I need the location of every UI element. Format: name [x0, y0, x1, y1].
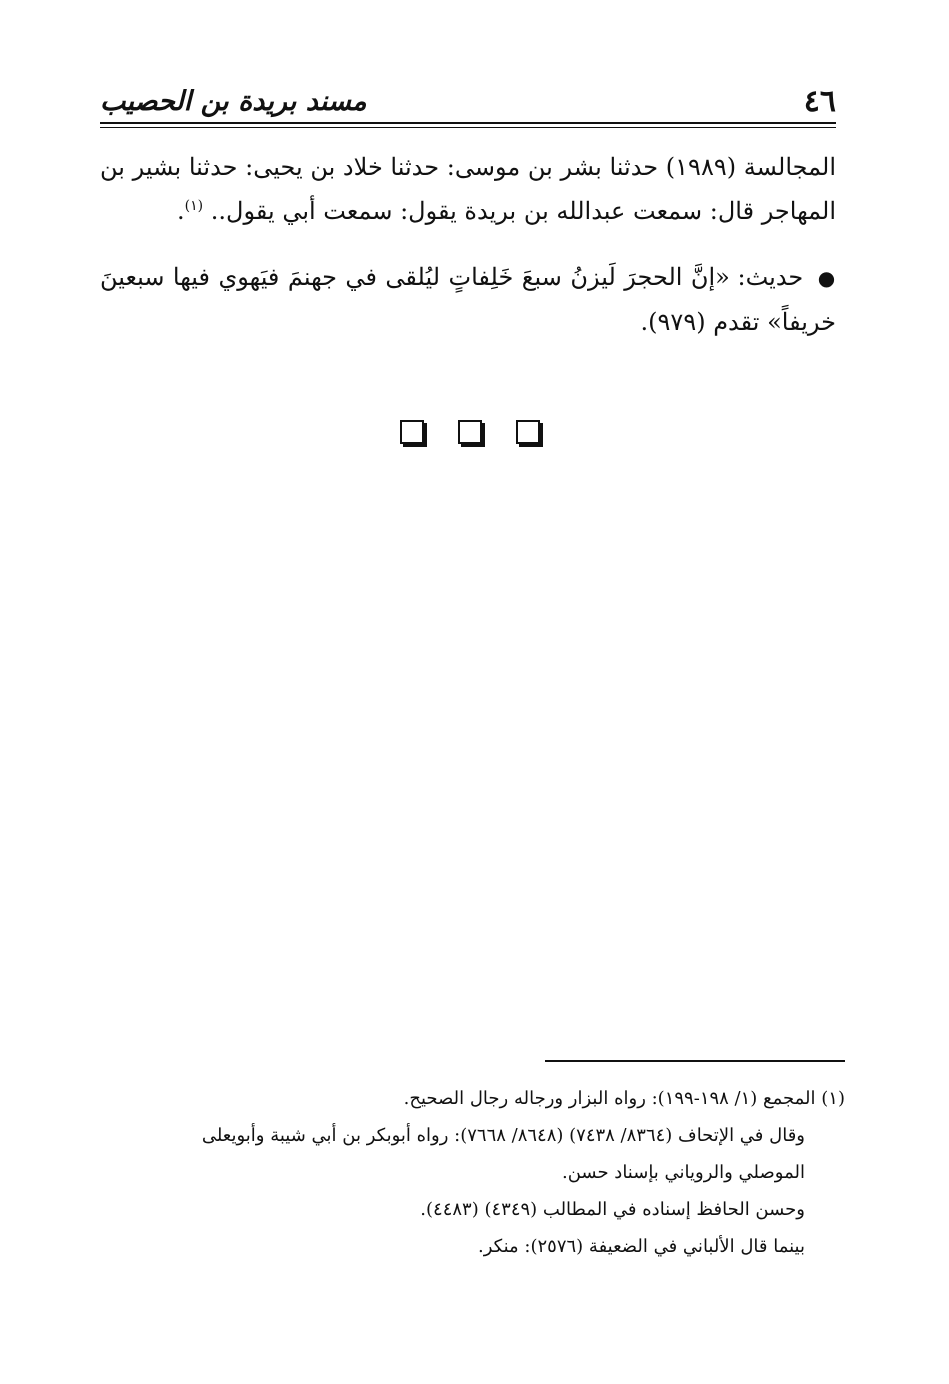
paragraph-text: حديث: «إنَّ الحجرَ لَيزنُ سبعَ خَلِفاتٍ ليُلقى في جهنمَ فيَهوي فيها سبعينَ خريفاً» تقدم (٩٧٩).: [100, 263, 836, 336]
header-rule-thin: [100, 127, 836, 128]
page-header: [100, 78, 836, 122]
paragraph-hadith-isnad: [100, 145, 836, 233]
square-ornament-icon: [516, 420, 540, 444]
footnote-reference[interactable]: (١): [184, 198, 204, 214]
page-number: ٤٦: [803, 84, 836, 119]
footnote-line: (١) المجمع (١/ ١٩٨-١٩٩): رواه البزار ورجاله رجال الصحيح.: [403, 1088, 845, 1109]
footnote-line: بينما قال الألباني في الضعيفة (٢٥٧٦): منكر.: [478, 1236, 805, 1257]
square-ornament-icon: [458, 420, 482, 444]
bullet-icon: ●: [817, 266, 836, 290]
paragraph-text: المجالسة (١٩٨٩) حدثنا بشر بن موسى: حدثنا خلاد بن يحيى: حدثنا بشير بن المهاجر قال: سمعت عبدالله بن بريدة يقول: سمعت أبي يقول..: [100, 153, 836, 225]
footnote-line: وحسن الحافظ إسناده في المطالب (٤٣٤٩) (٤٤٨٣).: [420, 1199, 805, 1220]
square-ornament-icon: [400, 420, 424, 444]
section-separator: [400, 420, 540, 446]
footnote-separator-rule: [545, 1060, 845, 1062]
footnotes: [100, 1080, 845, 1265]
footnote-line: وقال في الإتحاف (٨٣٦٤/ ٧٤٣٨) (٨٦٤٨/ ٧٦٦٨): رواه أبوبكر بن أبي شيبة وأبويعلى: [201, 1125, 805, 1146]
paragraph-hadith-text: [100, 255, 836, 344]
header-rule: [100, 122, 836, 124]
paragraph-end-mark: .: [177, 197, 185, 225]
footnote-line: الموصلي والروياني بإسناد حسن.: [561, 1162, 805, 1183]
running-title: مسند بريدة بن الحصيب: [100, 86, 367, 117]
